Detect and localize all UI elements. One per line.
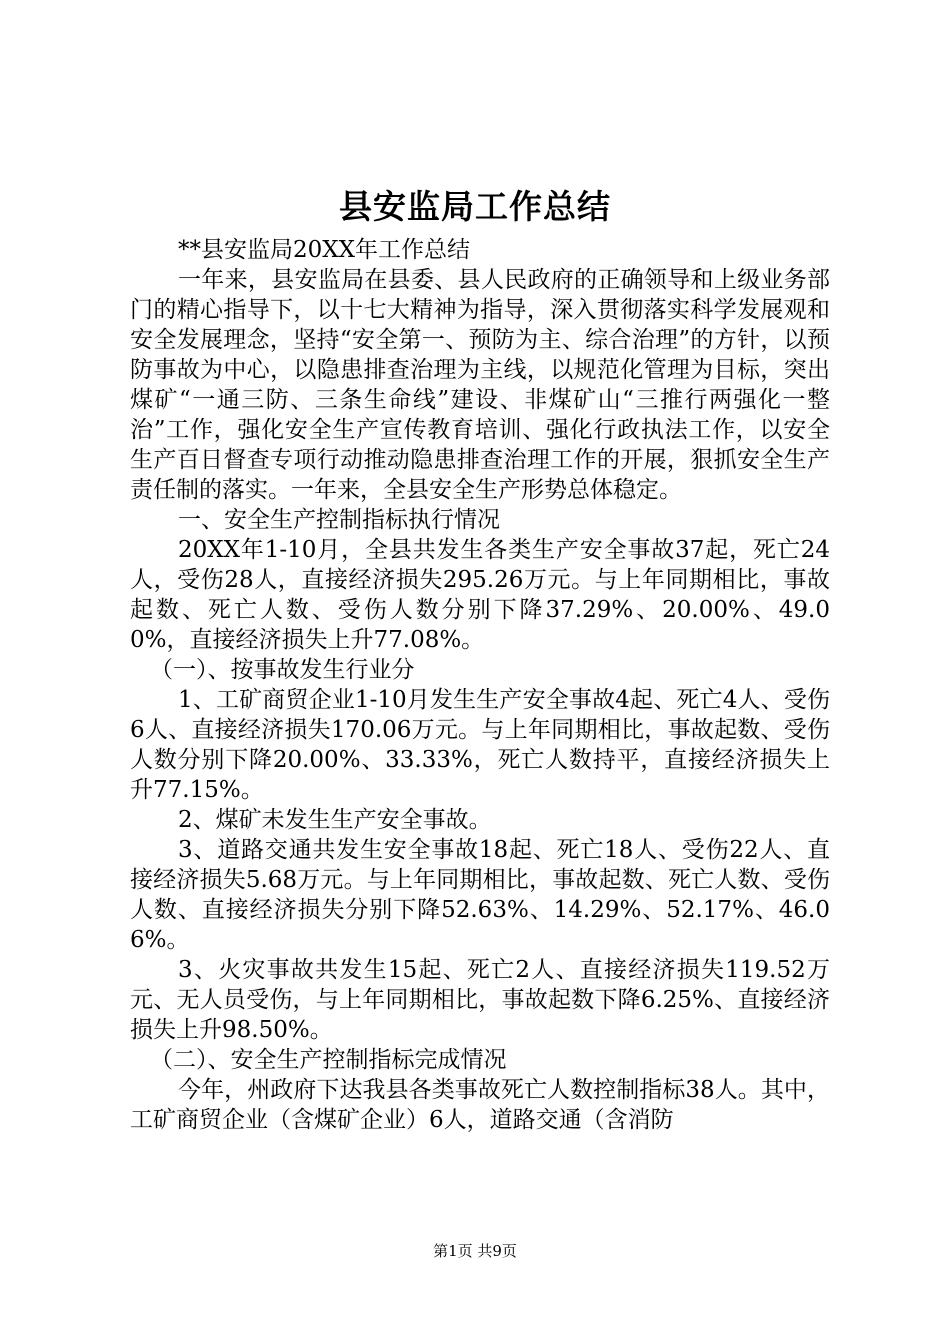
section-heading-1: 一、安全生产控制指标执行情况 xyxy=(178,507,500,533)
subsection-heading-1: （一）、按事故发生行业分 xyxy=(150,657,415,683)
paragraph-targets: 今年，州政府下达我县各类事故死亡人数控制指标38人。其中，工矿商贸企业（含煤矿企业）6人，道路交通（含消防 xyxy=(130,1077,830,1133)
paragraph-fire: 3、火灾事故共发生15起、死亡2人、直接经济损失119.52万元、无人员受伤，与上年同期相比，事故起数下降6.25%、直接经济损失上升98.50%。 xyxy=(130,957,830,1043)
document-body xyxy=(130,235,830,1135)
paragraph-traffic: 3、道路交通共发生安全事故18起、死亡18人、受伤22人、直接经济损失5.68万元。与上年同期相比，事故起数、死亡人数、受伤人数、直接经济损失分别下降52.63%、14.29%、52.17%、46.06%。 xyxy=(130,837,830,953)
paragraph-statistics: 20XX年1-10月，全县共发生各类生产安全事故37起，死亡24人，受伤28人，直接经济损失295.26万元。与上年同期相比，事故起数、死亡人数、受伤人数分别下降37.29%、20.00%、49.00%，直接经济损失上升77.08%。 xyxy=(130,537,830,653)
paragraph-coal: 2、煤矿未发生生产安全事故。 xyxy=(178,807,492,833)
subsection-heading-2: （二）、安全生产控制指标完成情况 xyxy=(150,1047,507,1073)
page-footer: 第1页 共9页 xyxy=(433,1242,517,1260)
paragraph-heading: **县安监局20XX年工作总结 xyxy=(178,237,471,263)
document-title: 县安监局工作总结 xyxy=(339,187,611,226)
paragraph-intro: 一年来，县安监局在县委、县人民政府的正确领导和上级业务部门的精心指导下，以十七大精神为指导，深入贯彻落实科学发展观和安全发展理念，坚持“安全第一、预防为主、综合治理”的方针，以预防事故为中心，以隐患排查治理为主线，以规范化管理为目标，突出煤矿“一通三防、三条生命线”建设、非煤矿山“三推行两强化一整治”工作，强化安全生产宣传教育培训、强化行政执法工作，以安全生产百日督查专项行动推动隐患排查治理工作的开展，狠抓安全生产责任制的落实。一年来，全县安全生产形势总体稳定。 xyxy=(130,267,830,503)
paragraph-industry: 1、工矿商贸企业1-10月发生生产安全事故4起、死亡4人、受伤6人、直接经济损失170.06万元。与上年同期相比，事故起数、受伤人数分别下降20.00%、33.33%，死亡人数持平，直接经济损失上升77.15%。 xyxy=(130,687,830,803)
